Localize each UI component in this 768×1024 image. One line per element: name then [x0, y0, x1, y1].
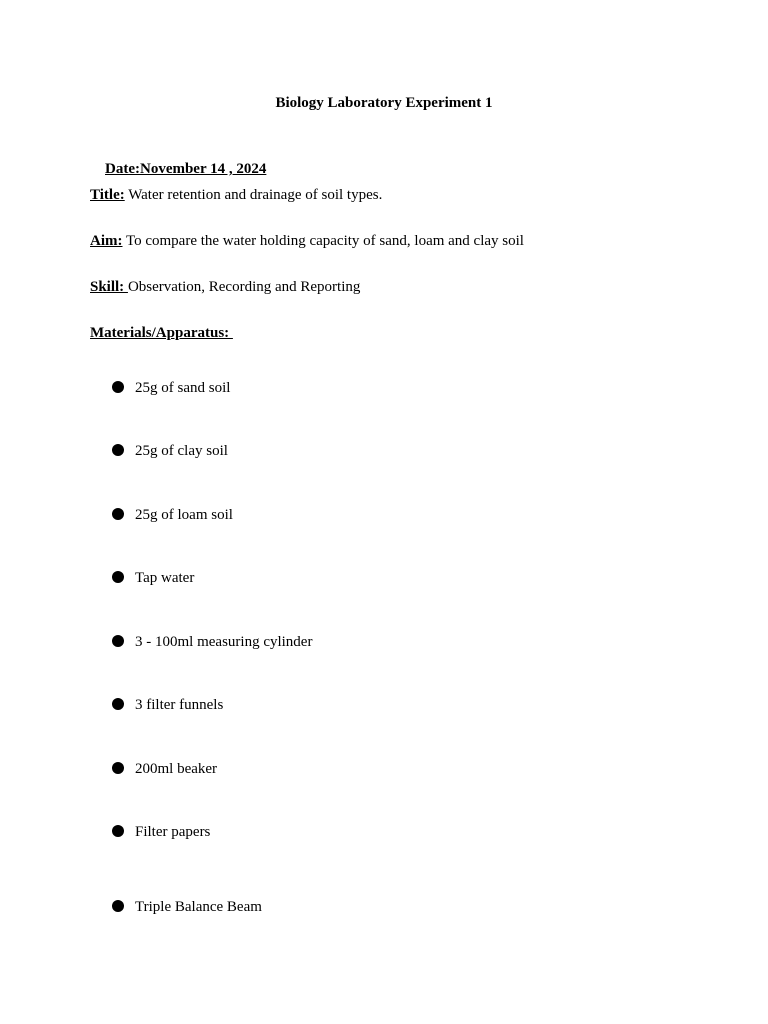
document-title: Biology Laboratory Experiment 1 — [275, 95, 493, 111]
skill-value: Observation, Recording and Reporting — [127, 279, 361, 295]
list-item — [112, 378, 230, 398]
aim-label: Aim: — [90, 233, 123, 249]
title-line — [90, 185, 382, 205]
title-value: Water retention and drainage of soil types. — [124, 187, 383, 203]
bullet-icon — [112, 571, 124, 583]
bullet-icon — [112, 381, 124, 393]
list-item — [112, 897, 262, 917]
date-label: Date:November 14 , 2024 — [105, 161, 267, 177]
skill-line — [90, 277, 360, 297]
list-item-text: 25g of clay soil — [135, 443, 228, 459]
list-item — [112, 759, 217, 779]
list-item-text: 25g of sand soil — [135, 380, 231, 396]
list-item-text: Tap water — [135, 570, 195, 586]
list-item-text: 200ml beaker — [135, 761, 218, 777]
bullet-icon — [112, 762, 124, 774]
list-item — [112, 632, 312, 652]
list-item-text: 3 filter funnels — [135, 697, 224, 713]
skill-label: Skill: — [90, 279, 128, 295]
list-item — [112, 441, 228, 461]
list-item — [112, 695, 223, 715]
list-item-text: Filter papers — [135, 824, 211, 840]
bullet-icon — [112, 635, 124, 647]
list-item-text: 25g of loam soil — [135, 507, 233, 523]
title-label: Title: — [90, 187, 125, 203]
bullet-icon — [112, 825, 124, 837]
bullet-icon — [112, 900, 124, 912]
materials-label: Materials/Apparatus: — [90, 325, 233, 341]
list-item-text: Triple Balance Beam — [135, 899, 262, 915]
list-item — [112, 822, 210, 842]
materials-heading — [90, 323, 233, 343]
list-item — [112, 568, 194, 588]
aim-line — [90, 231, 524, 251]
list-item — [112, 505, 233, 525]
bullet-icon — [112, 698, 124, 710]
aim-value: To compare the water holding capacity of sand, loam and clay soil — [122, 233, 524, 249]
bullet-icon — [112, 444, 124, 456]
list-item-text: 3 - 100ml measuring cylinder — [135, 634, 313, 650]
bullet-icon — [112, 508, 124, 520]
